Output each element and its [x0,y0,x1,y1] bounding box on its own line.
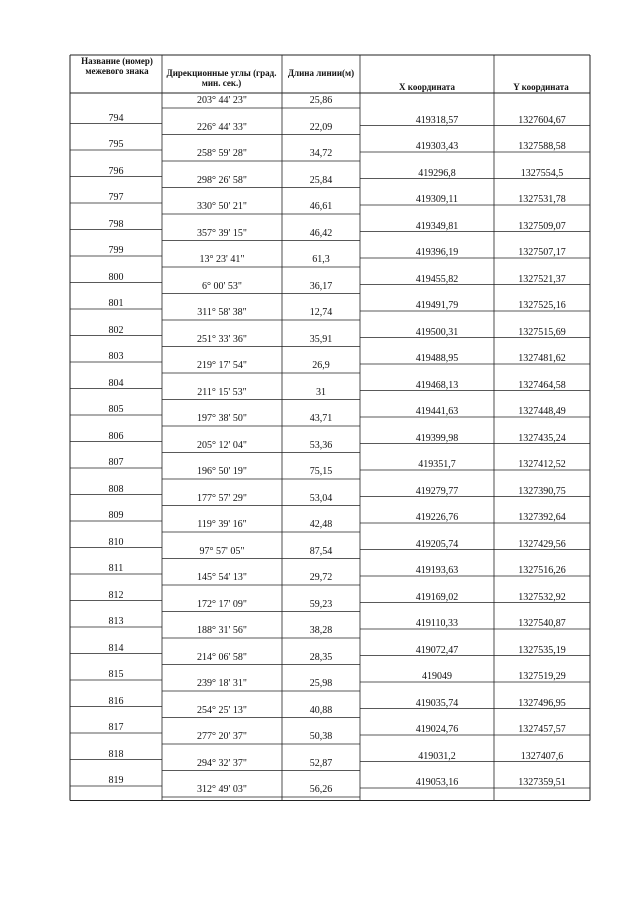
x-coordinate-cell: 419110,33 [415,618,459,629]
x-coordinate-cell: 419193,63 [415,565,459,576]
y-coordinate-cell: 1327509,07 [518,220,566,232]
marker-name-cell: 804 [108,377,124,389]
y-coordinate-cell: 1327457,57 [518,724,566,735]
line-length-cell: 25,98 [309,678,333,689]
direction-angle-cell: 6° 00' 53" [202,280,242,292]
line-length-cell: 29,72 [309,572,333,583]
marker-name-cell: 811 [108,563,124,574]
header-y-col: Y координата [513,82,569,92]
x-coordinate-cell: 419468,13 [415,379,459,391]
line-length-cell: 36,17 [309,280,333,292]
direction-angle-cell: 258° 59' 28" [197,148,247,159]
marker-name-cell: 795 [108,139,124,150]
y-coordinate-cell: 1327525,16 [518,300,566,311]
marker-name-cell: 814 [108,642,124,654]
line-length-cell: 25,84 [309,174,333,186]
line-length-cell: 12,74 [309,307,333,318]
marker-name-cell: 803 [108,351,124,362]
y-coordinate-cell: 1327448,49 [518,406,566,417]
y-coordinate-cell: 1327496,95 [518,697,566,709]
y-coordinate-cell: 1327532,92 [518,591,566,603]
line-length-cell: 38,28 [309,625,333,636]
y-coordinate-cell: 1327412,52 [518,459,566,470]
line-length-cell: 31 [316,386,326,398]
x-coordinate-cell: 419318,57 [415,114,459,126]
header-name-col: Название (номер) межевого знака [81,56,153,76]
line-length-cell: 46,42 [309,227,333,239]
x-coordinate-cell: 419049 [422,671,452,682]
line-length-cell: 43,71 [309,413,333,424]
y-coordinate-cell: 1327531,78 [518,194,566,205]
line-length-cell: 28,35 [309,651,333,663]
direction-angle-cell: 196° 50' 19" [197,466,247,477]
y-coordinate-cell: 1327390,75 [518,485,566,497]
header-length-col: Длина линии(м) [287,68,355,78]
x-coordinate-cell: 419205,74 [415,538,459,550]
direction-angle-cell: 119° 39' 16" [197,519,247,530]
marker-name-cell: 800 [108,271,124,283]
x-coordinate-cell: 419035,74 [415,697,459,709]
marker-name-cell: 799 [108,245,124,256]
y-coordinate-cell: 1327521,37 [518,273,566,285]
y-coordinate-cell: 1327359,51 [518,777,566,788]
x-coordinate-cell: 419500,31 [415,326,459,338]
marker-name-cell: 812 [108,589,124,601]
y-coordinate-cell: 1327604,67 [518,114,566,126]
x-coordinate-cell: 419396,19 [415,247,459,258]
x-coordinate-cell: 419226,76 [415,512,459,523]
line-length-cell: 59,23 [309,598,333,610]
x-coordinate-cell: 419491,79 [415,300,459,311]
line-length-cell: 35,91 [309,333,333,345]
direction-angle-cell: 97° 57' 05" [199,545,245,557]
line-length-cell: 56,26 [309,784,333,795]
line-length-cell: 52,87 [309,757,333,769]
direction-angle-cell: 172° 17' 09" [197,598,247,610]
line-length-cell: 25,86 [309,95,333,106]
direction-angle-cell: 203° 44' 23" [197,95,247,106]
y-coordinate-cell: 1327515,69 [518,326,566,338]
y-coordinate-cell: 1327407,6 [520,750,564,762]
y-coordinate-cell: 1327554,5 [520,167,564,179]
direction-angle-cell: 312° 49' 03" [197,784,247,795]
x-coordinate-cell: 419349,81 [415,220,459,232]
marker-name-cell: 806 [108,430,124,442]
x-coordinate-cell: 419488,95 [415,353,459,364]
marker-name-cell: 808 [108,483,124,495]
x-coordinate-cell: 419053,16 [415,777,459,788]
direction-angle-cell: 214° 06' 58" [197,651,247,663]
y-coordinate-cell: 1327435,24 [518,432,566,444]
line-length-cell: 34,72 [309,148,333,159]
x-coordinate-cell: 419296,8 [418,167,456,179]
direction-angle-cell: 298° 26' 58" [197,174,247,186]
line-length-cell: 42,48 [309,519,333,530]
y-coordinate-cell: 1327481,62 [518,353,566,364]
direction-angle-cell: 254° 25' 13" [197,704,247,716]
marker-name-cell: 801 [108,298,124,309]
x-coordinate-cell: 419441,63 [415,406,459,417]
marker-name-cell: 802 [108,324,124,336]
direction-angle-cell: 251° 33' 36" [197,333,247,345]
marker-name-cell: 807 [108,457,124,468]
x-coordinate-cell: 419303,43 [415,141,459,152]
y-coordinate-cell: 1327392,64 [518,512,566,523]
x-coordinate-cell: 419024,76 [415,724,459,735]
direction-angle-cell: 13° 23' 41" [199,254,245,265]
line-length-cell: 53,04 [309,492,333,504]
line-length-cell: 22,09 [309,121,333,133]
marker-name-cell: 813 [108,616,124,627]
line-length-cell: 40,88 [309,704,333,716]
direction-angle-cell: 197° 38' 50" [197,413,247,424]
line-length-cell: 53,36 [309,439,333,451]
marker-name-cell: 816 [108,695,124,707]
line-length-cell: 87,54 [309,545,333,557]
y-coordinate-cell: 1327464,58 [518,379,566,391]
direction-angle-cell: 330° 50' 21" [197,201,247,212]
x-coordinate-cell: 419309,11 [415,194,459,205]
marker-name-cell: 819 [108,775,124,786]
line-length-cell: 61,3 [312,254,330,265]
marker-name-cell: 798 [108,218,124,230]
direction-angle-cell: 145° 54' 13" [197,572,247,583]
y-coordinate-cell: 1327429,56 [518,538,566,550]
direction-angle-cell: 226° 44' 33" [197,121,247,133]
direction-angle-cell: 219° 17' 54" [197,360,247,371]
marker-name-cell: 797 [108,192,124,203]
x-coordinate-cell: 419169,02 [415,591,459,603]
y-coordinate-cell: 1327540,87 [518,618,566,629]
y-coordinate-cell: 1327519,29 [518,671,566,682]
y-coordinate-cell: 1327507,17 [518,247,566,258]
x-coordinate-cell: 419072,47 [415,644,459,656]
marker-name-cell: 815 [108,669,124,680]
x-coordinate-cell: 419399,98 [415,432,459,444]
direction-angle-cell: 205° 12' 04" [197,439,247,451]
y-coordinate-cell: 1327516,26 [518,565,566,576]
x-coordinate-cell: 419455,82 [415,273,459,285]
line-length-cell: 75,15 [309,466,333,477]
direction-angle-cell: 239° 18' 31" [197,678,247,689]
y-coordinate-cell: 1327535,19 [518,644,566,656]
direction-angle-cell: 211° 15' 53" [197,386,247,398]
direction-angle-cell: 188° 31' 56" [197,625,247,636]
x-coordinate-cell: 419351,7 [418,459,456,470]
marker-name-cell: 794 [108,112,124,124]
marker-name-cell: 818 [108,748,124,760]
y-coordinate-cell: 1327588,58 [518,141,566,152]
direction-angle-cell: 177° 57' 29" [197,492,247,504]
header-angle-col: Дирекционные углы (град. мин. сек.) [166,68,277,88]
direction-angle-cell: 277° 20' 37" [197,731,247,742]
direction-angle-cell: 357° 39' 15" [197,227,247,239]
marker-name-cell: 805 [108,404,124,415]
marker-name-cell: 817 [108,722,124,733]
marker-name-cell: 809 [108,510,124,521]
x-coordinate-cell: 419279,77 [415,485,459,497]
marker-name-cell: 810 [108,536,124,548]
direction-angle-cell: 311° 58' 38" [197,307,247,318]
x-coordinate-cell: 419031,2 [418,750,456,762]
marker-name-cell: 796 [108,165,124,177]
line-length-cell: 26,9 [312,360,330,371]
direction-angle-cell: 294° 32' 37" [197,757,247,769]
header-x-col: X координата [399,82,455,92]
line-length-cell: 50,38 [309,731,333,742]
line-length-cell: 46,61 [309,201,333,212]
